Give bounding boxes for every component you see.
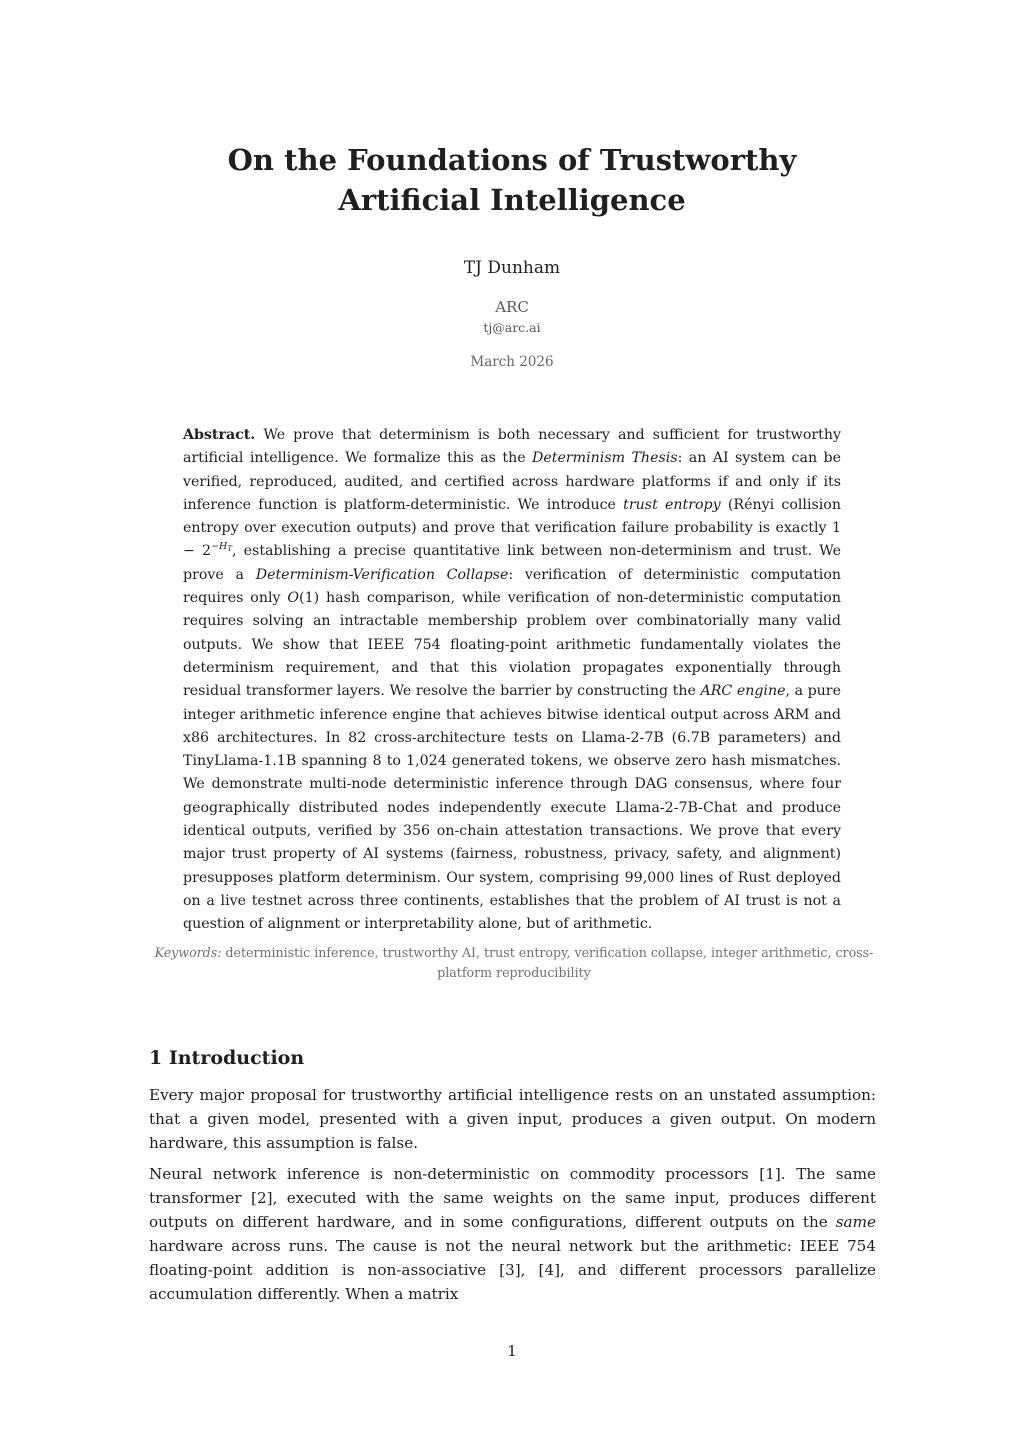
intro-paragraph-1: Every major proposal for trustworthy artificial intelligence rests on an unstated assumption: that a given model, presented with a given input, produces a given output. On modern hardware, this assumption is false.: [149, 1086, 876, 1152]
author-email: tj@arc.ai: [483, 320, 541, 335]
abstract-text-2: : an AI system can be verified, reproduced, audited, and certified across hardware platforms if and only if its inference function is platform-deterministic. We introduce: [183, 450, 841, 513]
abstract-term-engine: ARC engine: [700, 683, 786, 700]
page-number: 1: [507, 1342, 517, 1360]
title-line-1: On the Foundations of Trustworthy: [227, 143, 797, 177]
abstract-exponent: [211, 541, 232, 552]
intro-paragraph-2: [149, 1162, 876, 1306]
keywords-label: Keywords:: [154, 945, 222, 960]
abstract-term-thesis: Determinism Thesis: [532, 450, 678, 467]
keywords-text: deterministic inference, trustworthy AI, trust entropy, verification collapse, integer arithmetic, cross-platform reproducibility: [221, 945, 874, 980]
abstract-label: Abstract.: [183, 427, 256, 443]
abstract-text-7: , a pure integer arithmetic inference engine that achieves bitwise identical output across ARM and x86 architectures. In 82 cross-architecture tests on Llama-2-7B (6.7B parameters) and TinyLlama-1.1B spanning 8 to 1,024 generated tokens, we observe zero hash mismatches. We demonstrate multi-node deterministic inference through DAG consensus, where four geographically distributed nodes independently execute Llama-2-7B-Chat and produce identical outputs, verified by 356 on-chain attestation transactions. We prove that every major trust property of AI systems (fairness, robustness, privacy, safety, and alignment) presupposes platform determinism. Our system, comprising 99,000 lines of Rust deployed on a live testnet across three continents, establishes that the problem of AI trust is not a question of alignment or interpretability alone, but of arithmetic.: [183, 683, 841, 933]
abstract-text-5: : verification of deterministic computation requires only: [183, 566, 842, 607]
paper-title: [0, 140, 1024, 220]
title-line-2: Artificial Intelligence: [338, 183, 686, 217]
intro-p2-emphasis: same: [835, 1213, 876, 1231]
abstract-exponent-sub: T: [227, 545, 232, 554]
author-affiliation: ARC: [495, 298, 529, 316]
intro-p2-text-a: Neural network inference is non-deterministic on commodity processors [1]. The same transformer [2], executed with the same weights on the same input, produces different outputs on different hardware, and in some configurations, different outputs on the: [149, 1165, 876, 1231]
abstract-term-entropy: trust entropy: [623, 496, 721, 513]
abstract: [183, 424, 841, 937]
abstract-text-6: (1) hash comparison, while verification of non-deterministic computation requires solving an intractable membership problem over combinatorially many valid outputs. We show that IEEE 754 floating-point arithmetic fundamentally violates the determinism requirement, and that this violation propagates exponentially through residual transformer layers. We resolve the barrier by constructing the: [183, 590, 841, 700]
author-name: TJ Dunham: [463, 258, 561, 278]
abstract-text-3: (Rényi collision entropy over execution outputs) and prove that verification failure probability is exactly 1 − 2: [183, 496, 841, 560]
abstract-term-collapse: Determinism-Verification Collapse: [255, 566, 509, 583]
introduction-body: [149, 1083, 876, 1313]
abstract-exponent-base: −H: [211, 541, 228, 553]
intro-p2-text-b: hardware across runs. The cause is not the neural network but the arithmetic: IEEE 754 floating-point addition is non-associative [3], [4], and different processors parallelize accumulation differently. When a matrix: [149, 1237, 876, 1303]
keywords: [149, 943, 879, 982]
abstract-text-4: , establishing a precise quantitative link between non-determinism and trust. We prove a: [183, 543, 841, 583]
abstract-text-1: We prove that determinism is both necessary and sufficient for trustworthy artificial intelligence. We formalize this as the: [183, 427, 841, 467]
abstract-big-o: O: [287, 590, 300, 607]
section-heading-introduction: 1 Introduction: [149, 1047, 305, 1069]
paper-date: March 2026: [470, 354, 554, 370]
